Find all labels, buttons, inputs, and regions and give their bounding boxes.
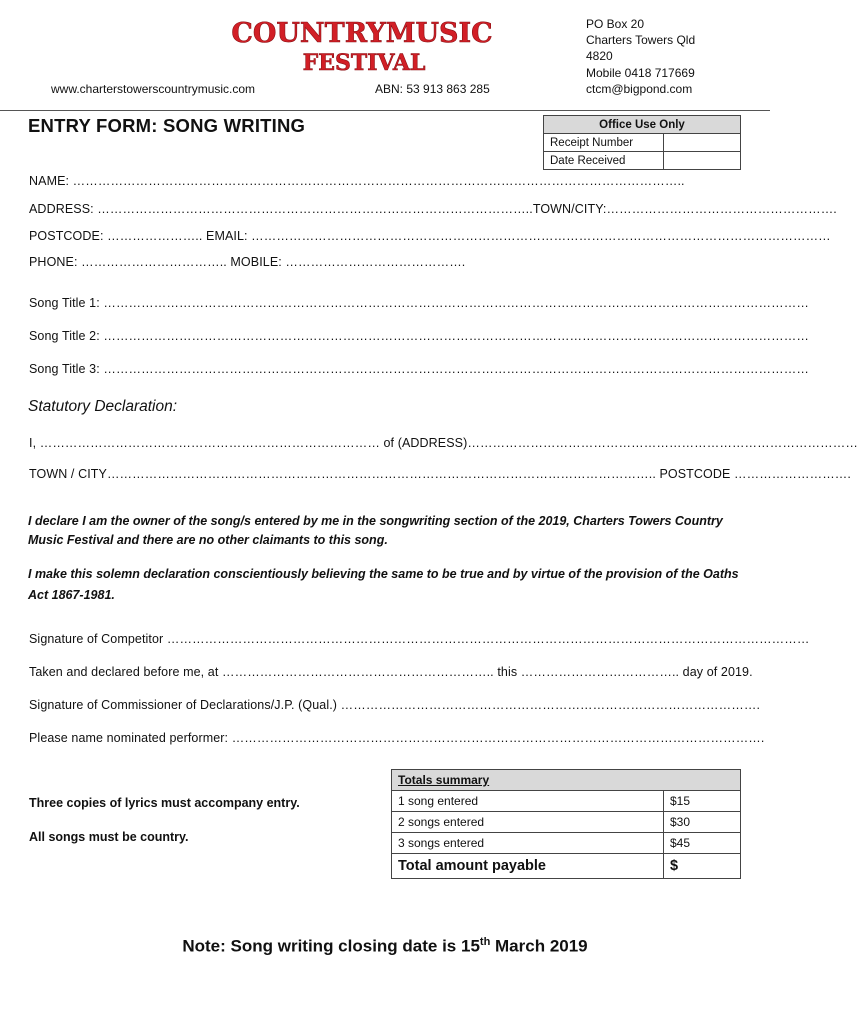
table-row <box>392 833 741 854</box>
totals-summary-table <box>391 769 741 879</box>
office-use-header: Office Use Only <box>544 116 741 134</box>
totals-row-amount: $45 <box>664 833 741 854</box>
lyrics-note: Three copies of lyrics must accompany entry. <box>29 796 300 810</box>
total-row <box>392 854 741 879</box>
declarant-address-field[interactable]: I, ……………………………………………………………………… of (ADDRESS)………………………………………………………………………………… <box>29 436 858 450</box>
abn: ABN: 53 913 863 285 <box>375 82 490 96</box>
totals-header: Totals summary <box>392 770 741 791</box>
header-divider <box>0 110 770 111</box>
contact-block <box>586 16 695 97</box>
phone-mobile-field[interactable]: PHONE: …………………………….. MOBILE: ……………………………………. <box>29 255 466 269</box>
song-title-1-field[interactable]: Song Title 1: …………………………………………………………………………………………………………………………………………………… <box>29 296 809 310</box>
contact-po-box: PO Box 20 <box>586 17 645 31</box>
page-title: ENTRY FORM: SONG WRITING <box>28 115 306 136</box>
postcode-email-field[interactable]: POSTCODE: ………………….. EMAIL: ………………………………………………………………………………………………………………………… <box>29 229 831 243</box>
website-url: www.charterstowerscountrymusic.com <box>51 82 256 96</box>
taken-declared-field[interactable]: Taken and declared before me, at ……………………………………………………….. this ……………………………….. day of 2019. <box>29 665 753 679</box>
nominated-performer-field[interactable]: Please name nominated performer: ………………………………………………………………………………………………………………. <box>29 731 765 745</box>
name-field[interactable]: NAME: ……………………………………………………………………………………………………………………………….. <box>29 174 685 188</box>
table-row <box>392 812 741 833</box>
date-received-label: Date Received <box>544 152 664 170</box>
office-use-table <box>543 115 741 170</box>
totals-row-label: 3 songs entered <box>392 833 664 854</box>
commissioner-signature-field[interactable]: Signature of Commissioner of Declarations/J.P. (Qual.) ………………………………………………………………………………………. <box>29 698 761 712</box>
receipt-number-label: Receipt Number <box>544 134 664 152</box>
song-title-2-field[interactable]: Song Title 2: …………………………………………………………………………………………………………………………………………………… <box>29 329 809 343</box>
totals-row-label: 1 song entered <box>392 791 664 812</box>
table-row <box>392 791 741 812</box>
closing-note-ordinal: th <box>479 936 491 948</box>
closing-note-month: March 2019 <box>490 936 588 956</box>
logo-line1: COUNTRYMUSIC <box>231 18 493 49</box>
date-received-field[interactable] <box>664 152 741 170</box>
closing-note-text: Note: Song writing closing date is 15 <box>182 936 480 956</box>
total-amount-label: Total amount payable <box>392 854 664 879</box>
contact-postcode: 4820 <box>586 49 613 64</box>
contact-town: Charters Towers Qld <box>586 33 696 48</box>
solemn-statement: I make this solemn declaration conscientiously believing the same to be true and by virtue of the provision of the Oaths Act 1867-1981. <box>28 567 739 602</box>
festival-logo <box>231 8 493 76</box>
ownership-statement: I declare I am the owner of the song/s entered by me in the songwriting section of the 2019, Charters Towers Country Music Festival and there are no other claimants to this song. <box>28 514 723 547</box>
logo-line2: FESTIVAL <box>302 50 426 76</box>
town-postcode-field[interactable]: TOWN / CITY………………………………………………………………………………………………………………….. POSTCODE ………………………. <box>29 467 851 481</box>
contact-mobile: Mobile 0418 717669 <box>586 65 695 80</box>
contact-email: ctcm@bigpond.com <box>586 81 693 96</box>
totals-row-amount: $30 <box>664 812 741 833</box>
total-amount-field[interactable]: $ <box>664 854 741 879</box>
country-note: All songs must be country. <box>29 830 189 844</box>
receipt-number-field[interactable] <box>664 134 741 152</box>
competitor-signature-field[interactable]: Signature of Competitor ……………………………………………………………………………………………………………………………………… <box>29 632 810 646</box>
address-field[interactable]: ADDRESS: …………………………………………………………………………………………..TOWN/CITY:………………………………………………. <box>29 202 837 216</box>
declaration-heading: Statutory Declaration: <box>28 398 178 415</box>
totals-row-amount: $15 <box>664 791 741 812</box>
closing-date-note <box>0 936 770 957</box>
song-title-3-field[interactable]: Song Title 3: …………………………………………………………………………………………………………………………………………………… <box>29 362 809 376</box>
totals-row-label: 2 songs entered <box>392 812 664 833</box>
